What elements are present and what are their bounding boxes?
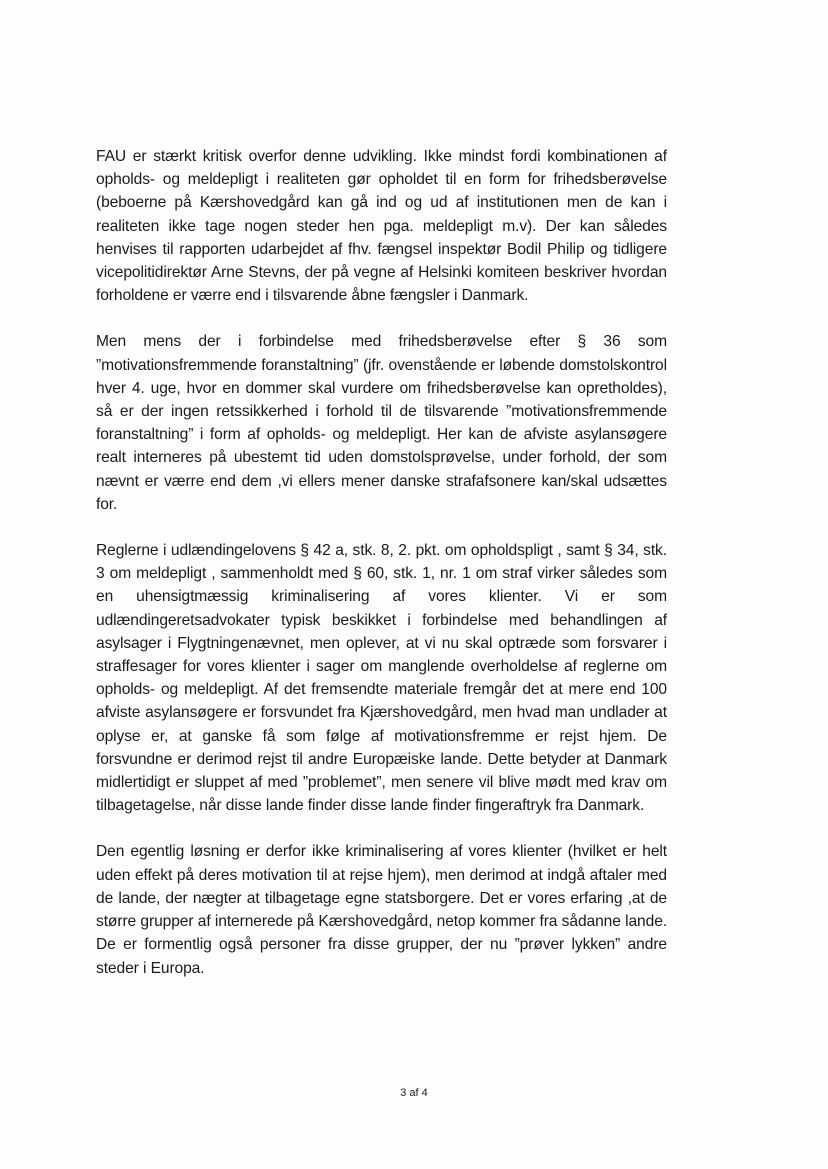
paragraph-solution: Den egentlig løsning er derfor ikke kriminalisering af vores klienter (hvilket er helt uden effekt på deres motivation til at rejse hjem), men derimod at indgå aftaler med de lande, der nægter at tilbagetage egne statsborgere. Det er vores erfaring ,at de større grupper af internerede på Kærshovedgård, netop kommer fra sådanne lande. De er formentlig også personer fra disse grupper, der nu ”prøver lykken” andre steder i Europa. xyxy=(96,843,667,977)
document-body xyxy=(96,145,667,1003)
paragraph-fau-criticism: FAU er stærkt kritisk overfor denne udvikling. Ikke mindst fordi kombinationen af opholds- og meldepligt i realiteten gør opholdet til en form for frihedsberøvelse (beboerne på Kærshovedgård kan gå ind og ud af institutionen men de kan i realiteten ikke tage nogen steder hen pga. meldepligt m.v). Der kan således henvises til rapporten udarbejdet af fhv. fængsel inspektør Bodil Philip og tidligere vicepolitidirektør Arne Stevns, der på vegne af Helsinki komiteen beskriver hvordan forholdene er værre end i tilsvarende åbne fængsler i Danmark. xyxy=(96,148,667,305)
paragraph-legal-certainty: Men mens der i forbindelse med frihedsberøvelse efter § 36 som ”motivationsfremmende foranstaltning” (jfr. ovenstående er løbende domstolskontrol hver 4. uge, hvor en dommer skal vurdere om frihedsberøvelse kan opretholdes), så er der ingen retssikkerhed i forhold til de tilsvarende ”motivationsfremmende foranstaltning” i form af opholds- og meldepligt. Her kan de afviste asylansøgere realt interneres på ubestemt tid uden domstolsprøvelse, under forhold, der som nævnt er værre end dem ,vi ellers mener danske strafafsonere kan/skal udsættes for. xyxy=(96,333,667,513)
page-number: 3 af 4 xyxy=(400,1087,428,1099)
paragraph-criminalisation: Reglerne i udlændingelovens § 42 a, stk. 8, 2. pkt. om opholdspligt , samt § 34, stk. 3 om meldepligt , sammenholdt med § 60, stk. 1, nr. 1 om straf virker således som en uhensigtmæssig kriminalisering af vores klienter. Vi er som udlændingeretsadvokater typisk beskikket i forbindelse med behandlingen af asylsager i Flygtningenævnet, men oplever, at vi nu skal optræde som forsvarer i straffesager for vores klienter i sager om manglende overholdelse af reglerne om opholds- og meldepligt. Af det fremsendte materiale fremgår det at mere end 100 afviste asylansøgere er forsvundet fra Kjærshovedgård, men hvad man undlader at oplyse er, at ganske få som følge af motivationsfremme er rejst hjem. De forsvundne er derimod rejst til andre Europæiske lande. Dette betyder at Danmark midlertidigt er sluppet af med ”problemet”, men senere vil blive mødt med krav om tilbagetagelse, når disse lande finder disse lande finder fingeraftryk fra Danmark. xyxy=(96,542,667,815)
